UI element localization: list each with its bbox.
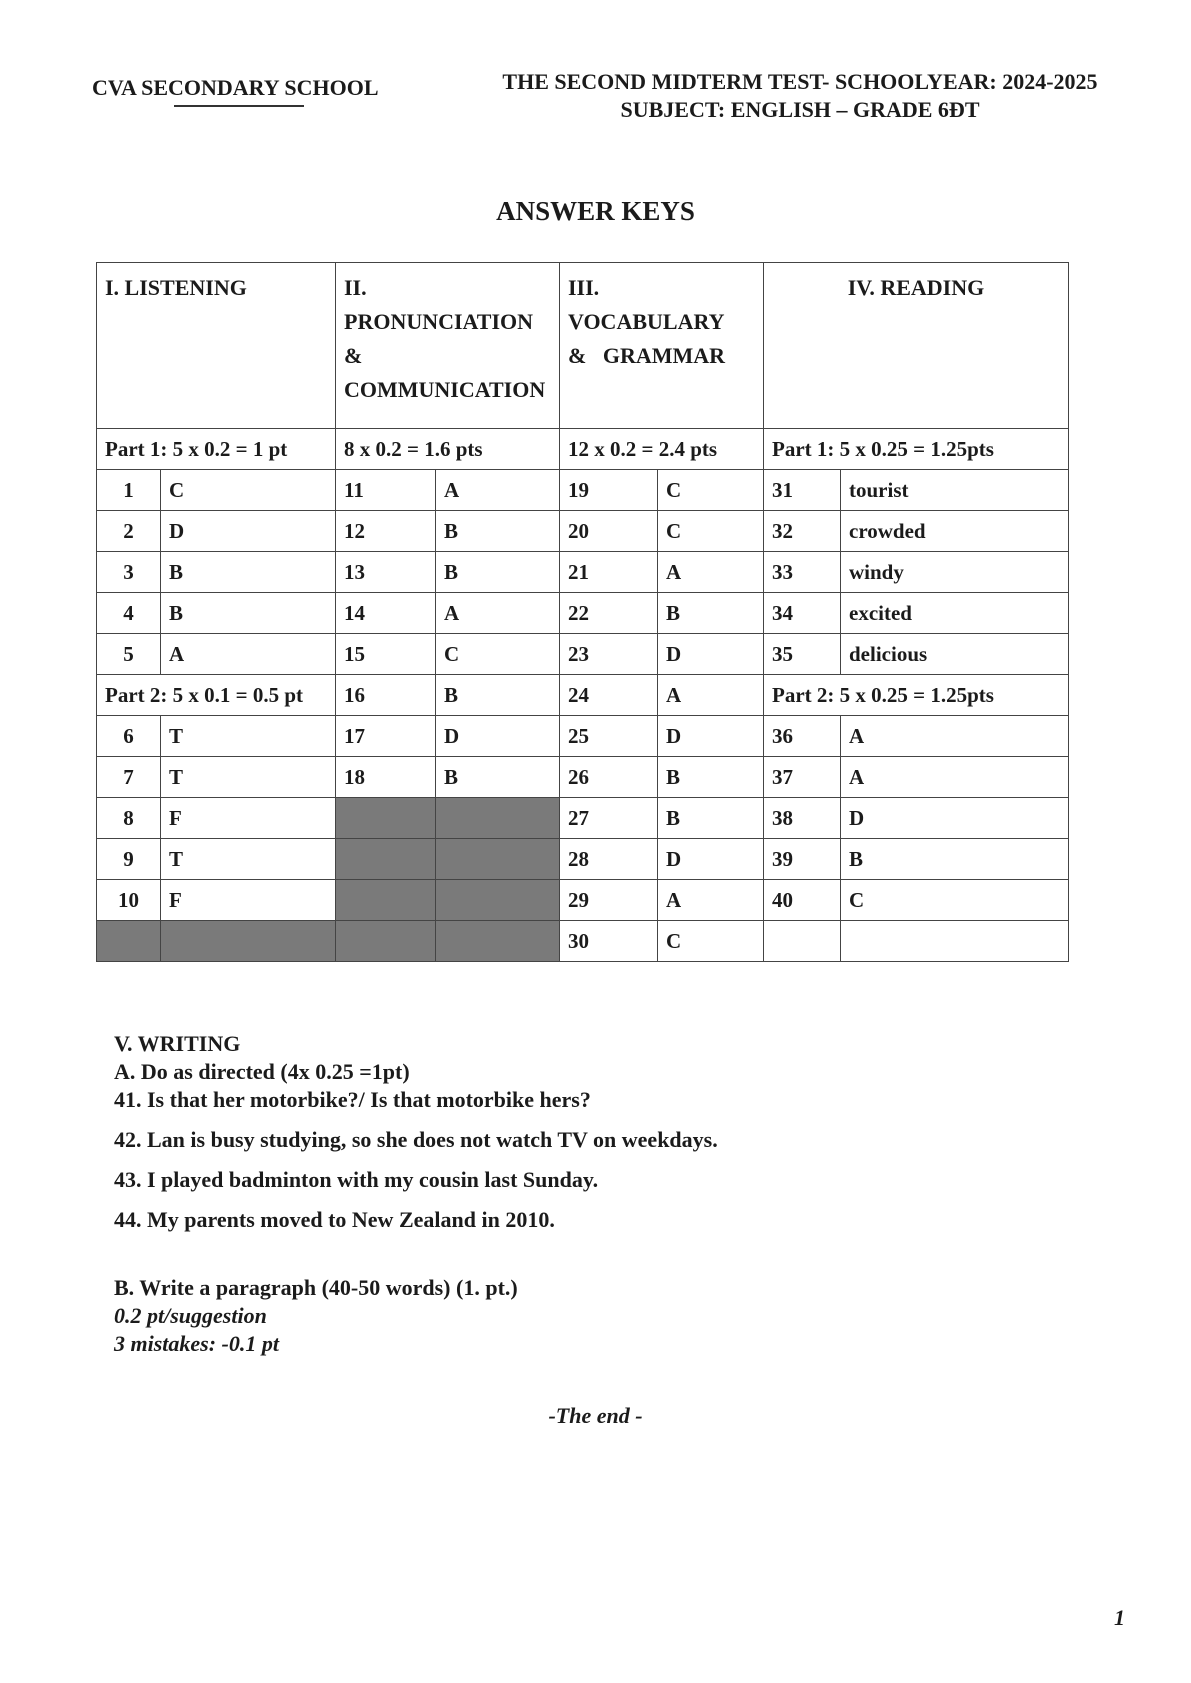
q-number: 31 — [764, 470, 841, 511]
marking-note-2: 3 mistakes: -0.1 pt — [114, 1331, 279, 1356]
q-number: 22 — [560, 593, 658, 634]
q-answer: A — [841, 757, 1069, 798]
q-answer: D — [436, 716, 560, 757]
q-answer: A — [658, 880, 764, 921]
q-answer: B — [161, 552, 336, 593]
q-answer: T — [161, 839, 336, 880]
q-answer: B — [658, 593, 764, 634]
writing-part-a: A. Do as directed (4x 0.25 =1pt) — [114, 1059, 410, 1084]
q-number: 24 — [560, 675, 658, 716]
q-number: 6 — [97, 716, 161, 757]
answer-43: 43. I played badminton with my cousin last Sunday. — [114, 1167, 599, 1192]
q-answer: A — [436, 593, 560, 634]
page-title: ANSWER KEYS — [496, 196, 695, 226]
q-number: 8 — [97, 798, 161, 839]
shaded-cell — [161, 921, 336, 962]
score-reading-p1: Part 1: 5 x 0.25 = 1.25pts — [764, 429, 1069, 470]
q-number: 4 — [97, 593, 161, 634]
test-title: THE SECOND MIDTERM TEST- SCHOOLYEAR: 2024-2025 — [502, 69, 1098, 94]
q-number: 21 — [560, 552, 658, 593]
shaded-cell — [336, 839, 436, 880]
q-answer: excited — [841, 593, 1069, 634]
table-row — [97, 757, 1069, 798]
table-row — [97, 552, 1069, 593]
table-row — [97, 798, 1069, 839]
q-answer: A — [658, 552, 764, 593]
q-number: 20 — [560, 511, 658, 552]
shaded-cell — [336, 880, 436, 921]
q-number: 40 — [764, 880, 841, 921]
table-row — [97, 880, 1069, 921]
section-reading: IV. READING — [764, 263, 1069, 429]
q-number: 30 — [560, 921, 658, 962]
shaded-cell — [436, 798, 560, 839]
q-answer: windy — [841, 552, 1069, 593]
q-answer: T — [161, 716, 336, 757]
table-row — [97, 839, 1069, 880]
q-number: 33 — [764, 552, 841, 593]
table-row — [97, 593, 1069, 634]
writing-part-b: B. Write a paragraph (40-50 words) (1. pt.) — [114, 1275, 518, 1300]
q-number: 17 — [336, 716, 436, 757]
q-number: 25 — [560, 716, 658, 757]
section-pronunciation: II. PRONUNCIATION & COMMUNICATION — [336, 263, 560, 429]
answer-table — [96, 262, 1069, 962]
table-row — [97, 716, 1069, 757]
score-listening-p1: Part 1: 5 x 0.2 = 1 pt — [97, 429, 336, 470]
q-answer: B — [658, 757, 764, 798]
q-answer: B — [436, 675, 560, 716]
table-row — [97, 511, 1069, 552]
q-answer: A — [841, 716, 1069, 757]
q-answer: C — [436, 634, 560, 675]
q-number: 36 — [764, 716, 841, 757]
q-number: 35 — [764, 634, 841, 675]
q-answer: C — [841, 880, 1069, 921]
q-number: 23 — [560, 634, 658, 675]
q-answer: F — [161, 880, 336, 921]
q-answer: D — [841, 798, 1069, 839]
score-row — [97, 429, 1069, 470]
writing-section — [114, 1030, 718, 1358]
q-number: 19 — [560, 470, 658, 511]
answer-44: 44. My parents moved to New Zealand in 2010. — [114, 1207, 555, 1232]
page-number: 1 — [1114, 1605, 1125, 1630]
shaded-cell — [436, 921, 560, 962]
subject-line: SUBJECT: ENGLISH – GRADE 6ĐT — [620, 97, 980, 122]
q-answer: D — [658, 716, 764, 757]
q-answer: A — [658, 675, 764, 716]
q-number: 10 — [97, 880, 161, 921]
q-number: 26 — [560, 757, 658, 798]
shaded-cell — [336, 798, 436, 839]
test-header — [470, 68, 1130, 124]
empty-cell — [841, 921, 1069, 962]
q-number: 29 — [560, 880, 658, 921]
q-number: 12 — [336, 511, 436, 552]
q-number: 15 — [336, 634, 436, 675]
q-number: 11 — [336, 470, 436, 511]
q-answer: F — [161, 798, 336, 839]
q-answer: C — [658, 470, 764, 511]
q-number: 16 — [336, 675, 436, 716]
q-answer: crowded — [841, 511, 1069, 552]
score-reading-p2: Part 2: 5 x 0.25 = 1.25pts — [764, 675, 1069, 716]
q-answer: D — [658, 634, 764, 675]
answer-41: 41. Is that her motorbike?/ Is that motorbike hers? — [114, 1087, 591, 1112]
answer-42: 42. Lan is busy studying, so she does not watch TV on weekdays. — [114, 1127, 718, 1152]
q-answer: C — [658, 921, 764, 962]
score-pronunciation: 8 x 0.2 = 1.6 pts — [336, 429, 560, 470]
q-answer: C — [161, 470, 336, 511]
q-number: 27 — [560, 798, 658, 839]
q-number: 13 — [336, 552, 436, 593]
q-number: 1 — [97, 470, 161, 511]
q-answer: B — [436, 511, 560, 552]
end-text: -The end - — [548, 1403, 643, 1428]
school-name — [92, 75, 379, 107]
shaded-cell — [97, 921, 161, 962]
q-number: 39 — [764, 839, 841, 880]
q-answer: T — [161, 757, 336, 798]
q-answer: D — [161, 511, 336, 552]
section-row — [97, 263, 1069, 429]
section-listening: I. LISTENING — [97, 263, 336, 429]
score-vocabulary: 12 x 0.2 = 2.4 pts — [560, 429, 764, 470]
q-number: 38 — [764, 798, 841, 839]
q-answer: A — [161, 634, 336, 675]
q-number: 9 — [97, 839, 161, 880]
table-row — [97, 921, 1069, 962]
q-answer: B — [436, 757, 560, 798]
q-answer: D — [658, 839, 764, 880]
q-number: 3 — [97, 552, 161, 593]
shaded-cell — [436, 839, 560, 880]
q-number: 28 — [560, 839, 658, 880]
score-listening-p2: Part 2: 5 x 0.1 = 0.5 pt — [97, 675, 336, 716]
q-answer: tourist — [841, 470, 1069, 511]
q-answer: B — [161, 593, 336, 634]
q-answer: C — [658, 511, 764, 552]
marking-note-1: 0.2 pt/suggestion — [114, 1303, 267, 1328]
q-number: 7 — [97, 757, 161, 798]
q-number: 32 — [764, 511, 841, 552]
q-number: 5 — [97, 634, 161, 675]
shaded-cell — [436, 880, 560, 921]
table-row — [97, 675, 1069, 716]
q-answer: delicious — [841, 634, 1069, 675]
school-underline — [174, 105, 304, 107]
table-row — [97, 470, 1069, 511]
q-answer: B — [841, 839, 1069, 880]
q-answer: A — [436, 470, 560, 511]
shaded-cell — [336, 921, 436, 962]
section-vocabulary: III. VOCABULARY & GRAMMAR — [560, 263, 764, 429]
q-number: 37 — [764, 757, 841, 798]
q-answer: B — [658, 798, 764, 839]
empty-cell — [764, 921, 841, 962]
q-number: 34 — [764, 593, 841, 634]
table-row — [97, 634, 1069, 675]
q-number: 14 — [336, 593, 436, 634]
school-name-text: CVA SECONDARY SCHOOL — [92, 75, 379, 100]
q-number: 18 — [336, 757, 436, 798]
writing-heading: V. WRITING — [114, 1031, 241, 1056]
q-number: 2 — [97, 511, 161, 552]
q-answer: B — [436, 552, 560, 593]
